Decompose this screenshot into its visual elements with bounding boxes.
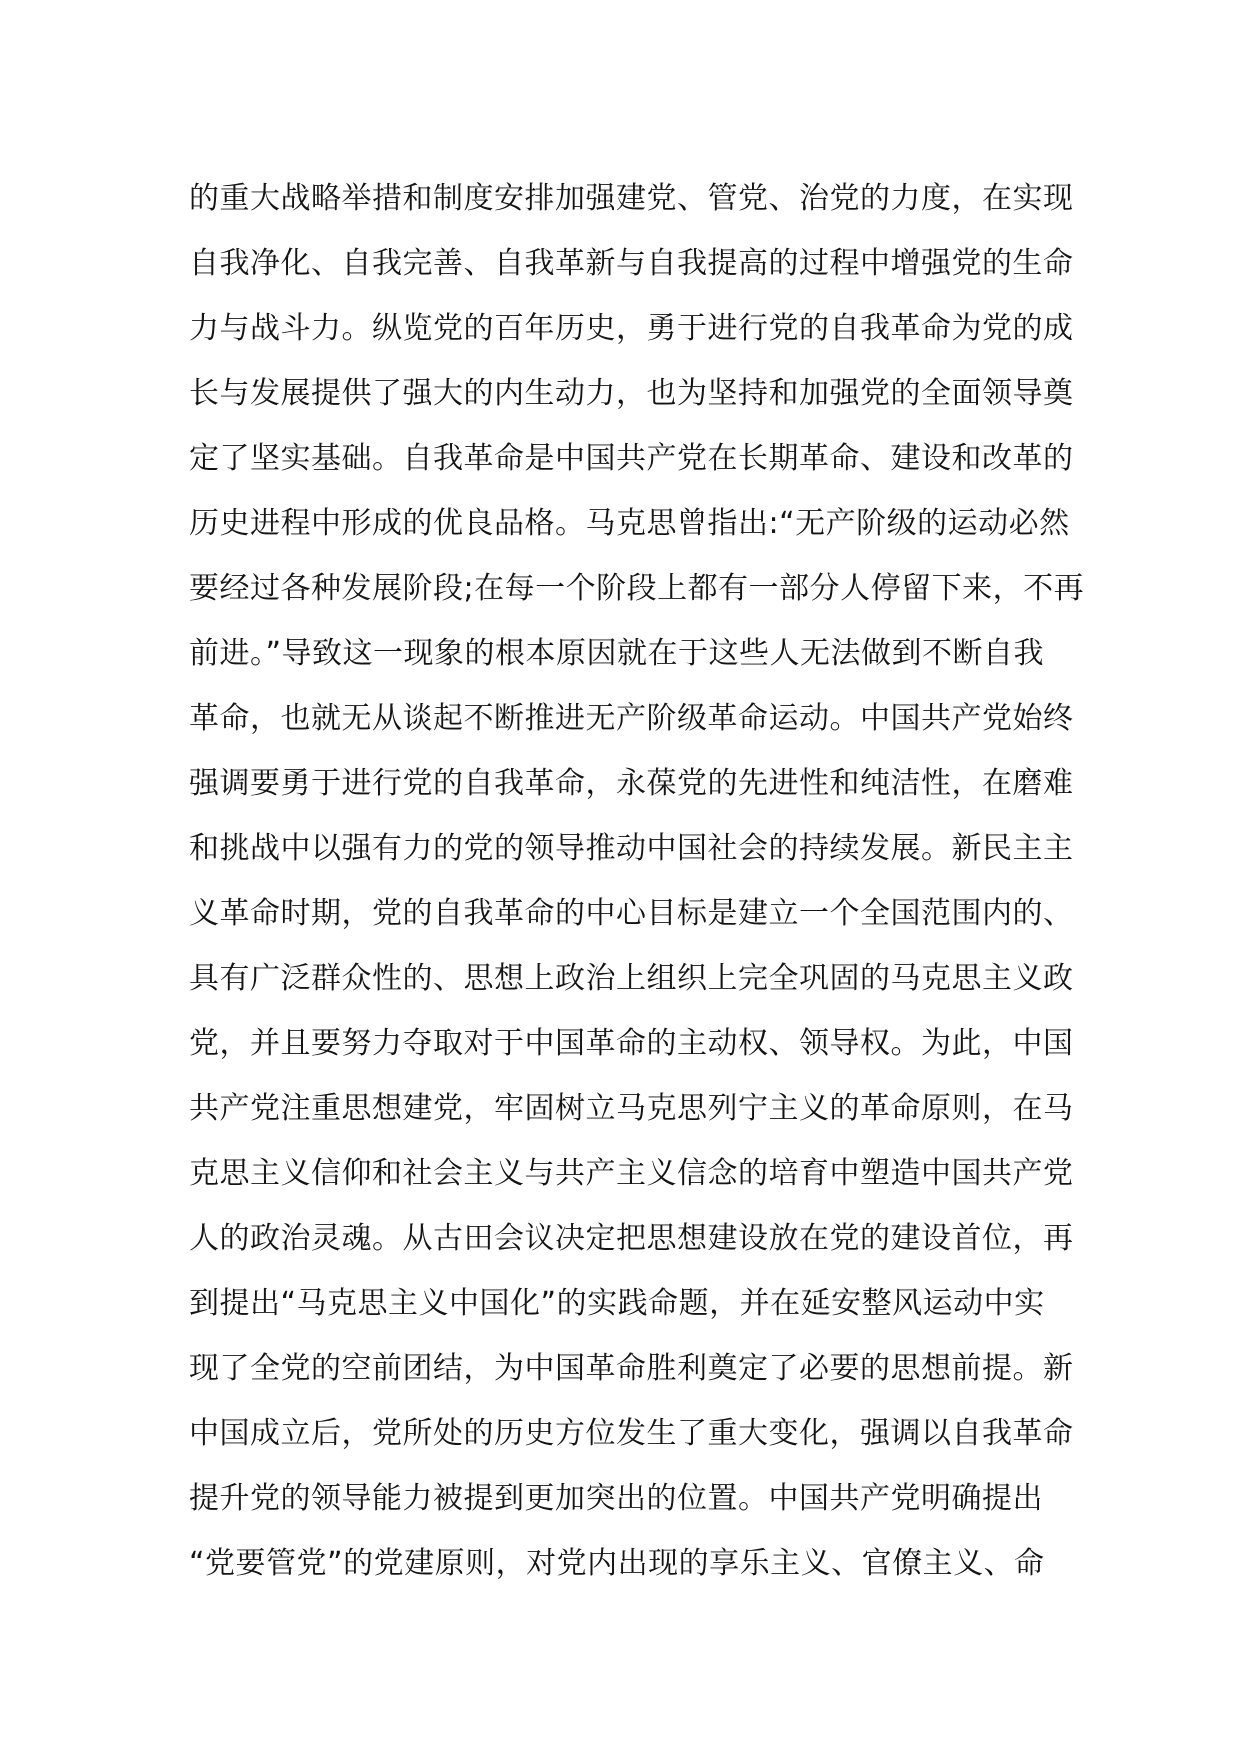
text-line: 克思主义信仰和社会主义与共产主义信念的培育中塑造中国共产党	[189, 1156, 1074, 1191]
text-line: 定了坚实基础。自我革命是中国共产党在长期革命、建设和改革的	[189, 441, 1074, 476]
text-line: 前进。”导致这一现象的根本原因就在于这些人无法做到不断自我	[189, 636, 1045, 671]
text-line: 人的政治灵魂。从古田会议决定把思想建设放在党的建设首位，再	[189, 1221, 1074, 1256]
text-line: 到提出“马克思主义中国化”的实践命题，并在延安整风运动中实	[189, 1286, 1045, 1321]
text-line: 党，并且要努力夺取对于中国革命的主动权、领导权。为此，中国	[189, 1026, 1074, 1061]
text-line: 革命，也就无从谈起不断推进无产阶级革命运动。中国共产党始终	[189, 701, 1074, 736]
body-paragraph	[189, 166, 1085, 1596]
text-line: 现了全党的空前团结，为中国革命胜利奠定了必要的思想前提。新	[189, 1351, 1074, 1386]
text-line: 自我净化、自我完善、自我革新与自我提高的过程中增强党的生命	[189, 246, 1074, 281]
text-line: 提升党的领导能力被提到更加突出的位置。中国共产党明确提出	[189, 1481, 1043, 1516]
text-line: 长与发展提供了强大的内生动力，也为坚持和加强党的全面领导奠	[189, 376, 1074, 411]
text-line: 历史进程中形成的优良品格。马克思曾指出:“无产阶级的运动必然	[189, 506, 1070, 541]
text-line: 要经过各种发展阶段;在每一个阶段上都有一部分人停留下来，不再	[189, 571, 1085, 606]
text-line: 义革命时期，党的自我革命的中心目标是建立一个全国范围内的、	[189, 896, 1074, 931]
text-line: 力与战斗力。纵览党的百年历史，勇于进行党的自我革命为党的成	[189, 311, 1074, 346]
text-line: 和挑战中以强有力的党的领导推动中国社会的持续发展。新民主主	[189, 831, 1074, 866]
text-line: 强调要勇于进行党的自我革命，永葆党的先进性和纯洁性，在磨难	[189, 766, 1074, 801]
text-line: 的重大战略举措和制度安排加强建党、管党、治党的力度，在实现	[189, 181, 1074, 216]
text-line: 具有广泛群众性的、思想上政治上组织上完全巩固的马克思主义政	[189, 961, 1074, 996]
text-line: 中国成立后，党所处的历史方位发生了重大变化，强调以自我革命	[189, 1416, 1074, 1451]
text-line: 共产党注重思想建党，牢固树立马克思列宁主义的革命原则，在马	[189, 1091, 1074, 1126]
text-line: “党要管党”的党建原则，对党内出现的享乐主义、官僚主义、命	[189, 1546, 1045, 1581]
